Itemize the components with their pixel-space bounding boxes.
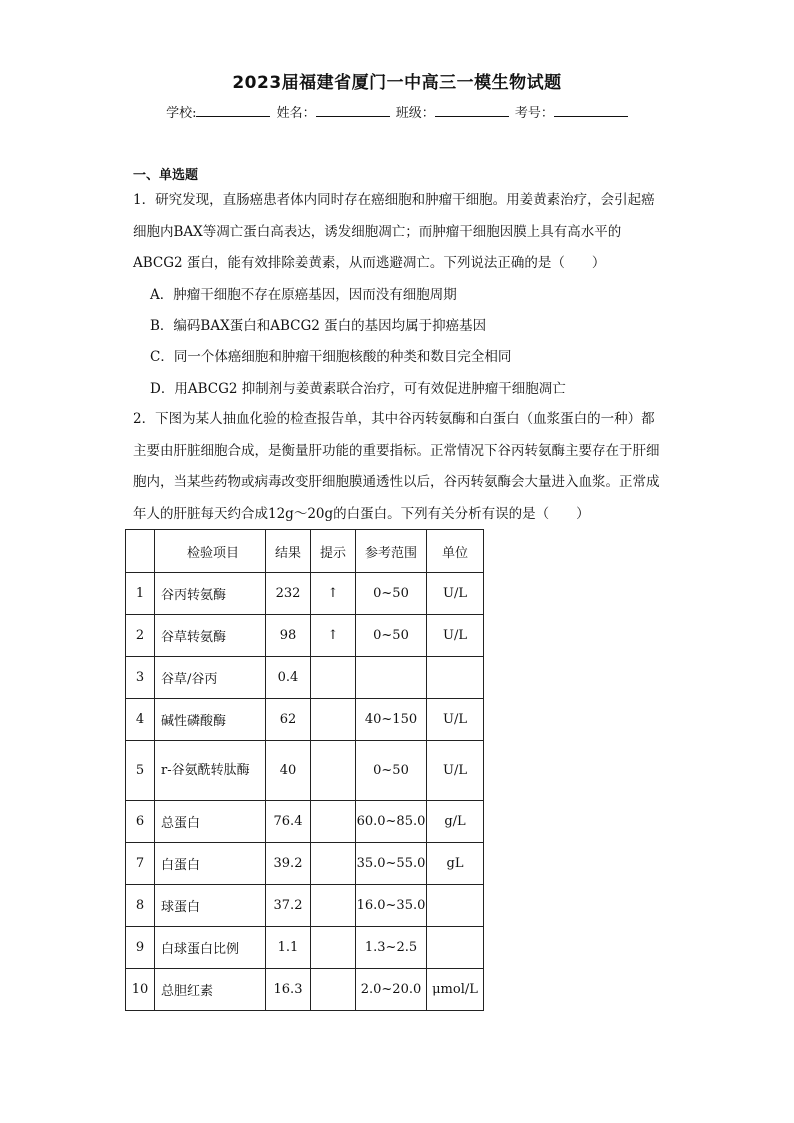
cell-no: 4 <box>126 699 155 741</box>
cell-no: 6 <box>126 801 155 843</box>
exam-no-blank <box>554 104 628 117</box>
class-label: 班级： <box>395 106 435 121</box>
lab-report-table <box>125 529 484 1011</box>
table-row <box>126 657 484 699</box>
header-reference: 参考范围 <box>356 530 427 573</box>
header-unit: 单位 <box>427 530 484 573</box>
cell-unit <box>427 657 484 699</box>
exam-no-label: 考号： <box>514 106 554 121</box>
table-row <box>126 699 484 741</box>
student-info-line <box>0 102 794 121</box>
cell-unit: gL <box>427 843 484 885</box>
table-row <box>126 615 484 657</box>
cell-reference: 0~50 <box>356 573 427 615</box>
cell-reference: 40~150 <box>356 699 427 741</box>
cell-reference: 2.0~20.0 <box>356 969 427 1011</box>
question-1-stem: 1．研究发现，直肠癌患者体内同时存在癌细胞和肿瘤干细胞。用姜黄素治疗，会引起癌细胞内BAX等凋亡蛋白高表达，诱发细胞凋亡；而肿瘤干细胞因膜上具有高水平的ABCG2 蛋白，能有效排除姜黄素，从而逃避凋亡。下列说法正确的是（ ） <box>133 192 655 271</box>
cell-unit: g/L <box>427 801 484 843</box>
cell-result: 16.3 <box>266 969 311 1011</box>
header-item: 检验项目 <box>155 530 266 573</box>
cell-item <box>155 741 266 801</box>
header-result: 结果 <box>266 530 311 573</box>
cell-unit <box>427 927 484 969</box>
cell-item: 球蛋白 <box>155 885 266 927</box>
cell-reference: 35.0~55.0 <box>356 843 427 885</box>
table-row <box>126 843 484 885</box>
cell-flag <box>311 927 356 969</box>
cell-no: 8 <box>126 885 155 927</box>
cell-item: 总蛋白 <box>155 801 266 843</box>
cell-item: 谷草/谷丙 <box>155 657 266 699</box>
table-row <box>126 801 484 843</box>
cell-reference: 16.0~35.0 <box>356 885 427 927</box>
table-row <box>126 927 484 969</box>
cell-no: 7 <box>126 843 155 885</box>
cell-unit: U/L <box>427 741 484 801</box>
cell-flag <box>311 699 356 741</box>
header-flag: 提示 <box>311 530 356 573</box>
cell-unit: U/L <box>427 699 484 741</box>
cell-item: 碱性磷酸酶 <box>155 699 266 741</box>
cell-result: 76.4 <box>266 801 311 843</box>
cell-reference <box>356 657 427 699</box>
cell-no: 9 <box>126 927 155 969</box>
school-label: 学校: <box>166 106 197 121</box>
name-label: 姓名： <box>276 106 316 121</box>
cell-item: 总胆红素 <box>155 969 266 1011</box>
question-1-option-d: D．用ABCG2 抑制剂与姜黄素联合治疗，可有效促进肿瘤干细胞凋亡 <box>150 381 566 397</box>
cell-unit: U/L <box>427 573 484 615</box>
cell-result: 40 <box>266 741 311 801</box>
question-1-option-b: B．编码BAX蛋白和ABCG2 蛋白的基因均属于抑癌基因 <box>150 318 487 334</box>
cell-no: 10 <box>126 969 155 1011</box>
cell-flag <box>311 843 356 885</box>
cell-item: 白蛋白 <box>155 843 266 885</box>
cell-reference: 1.3~2.5 <box>356 927 427 969</box>
school-blank <box>196 104 270 117</box>
table-row <box>126 741 484 801</box>
cell-reference: 60.0~85.0 <box>356 801 427 843</box>
cell-unit: U/L <box>427 615 484 657</box>
question-1-option-a: A．肿瘤干细胞不存在原癌基因，因而没有细胞周期 <box>150 287 457 303</box>
cell-result: 37.2 <box>266 885 311 927</box>
cell-flag <box>311 969 356 1011</box>
class-blank <box>435 104 509 117</box>
cell-flag: ↑ <box>311 615 356 657</box>
table-row <box>126 885 484 927</box>
cell-item: 白球蛋白比例 <box>155 927 266 969</box>
cell-no: 2 <box>126 615 155 657</box>
cell-no: 5 <box>126 741 155 801</box>
cell-unit: μmol/L <box>427 969 484 1011</box>
cell-result: 0.4 <box>266 657 311 699</box>
question-1-option-c: C．同一个体癌细胞和肿瘤干细胞核酸的种类和数目完全相同 <box>150 349 512 365</box>
cell-result: 98 <box>266 615 311 657</box>
page-title: 2023届福建省厦门一中高三一模生物试题 <box>232 73 562 93</box>
cell-flag <box>311 657 356 699</box>
table-row <box>126 969 484 1011</box>
cell-item: 谷草转氨酶 <box>155 615 266 657</box>
cell-reference: 0~50 <box>356 741 427 801</box>
cell-flag <box>311 801 356 843</box>
cell-no: 3 <box>126 657 155 699</box>
name-blank <box>316 104 390 117</box>
cell-unit <box>427 885 484 927</box>
cell-result: 232 <box>266 573 311 615</box>
cell-item-text: r-谷氨酰转肽酶 <box>161 762 250 778</box>
table-header-row <box>126 530 484 573</box>
table-row <box>126 573 484 615</box>
cell-flag <box>311 741 356 801</box>
cell-item: 谷丙转氨酶 <box>155 573 266 615</box>
cell-result: 62 <box>266 699 311 741</box>
cell-reference: 0~50 <box>356 615 427 657</box>
section-heading: 一、单选题 <box>133 168 199 183</box>
cell-result: 39.2 <box>266 843 311 885</box>
cell-flag: ↑ <box>311 573 356 615</box>
cell-no: 1 <box>126 573 155 615</box>
question-2-stem: 2．下图为某人抽血化验的检查报告单，其中谷丙转氨酶和白蛋白（血浆蛋白的一种）都主要由肝脏细胞合成，是衡量肝功能的重要指标。正常情况下谷丙转氨酶主要存在于肝细胞内，当某些药物或病毒改变肝细胞膜通透性以后，谷丙转氨酶会大量进入血浆。正常成年人的肝脏每天约合成12g～20g的白蛋白。下列有关分析有误的是（ ） <box>133 411 660 522</box>
cell-flag <box>311 885 356 927</box>
header-no <box>126 530 155 573</box>
cell-result: 1.1 <box>266 927 311 969</box>
